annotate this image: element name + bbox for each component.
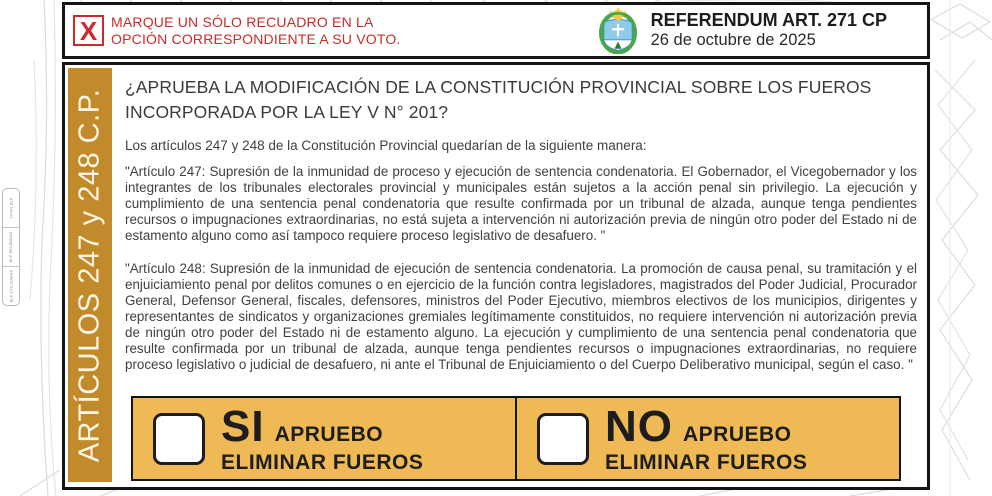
referendum-question: ¿APRUEBA LA MODIFICACIÓN DE LA CONSTITUCIÓN PROVINCIAL SOBRE LOS FUEROS INCORPORADA POR LA LEY V N° 201?: [125, 77, 872, 122]
no-option-text: [605, 401, 808, 474]
instruction-text: [111, 14, 401, 47]
header-box: [62, 2, 930, 59]
stub-row-label: BLP UTILIZADAS: [8, 269, 14, 303]
referendum-heading: [595, 8, 887, 54]
articles-side-rail: [68, 68, 112, 482]
x-mark-glyph: X: [79, 15, 98, 46]
instruction-line2: OPCIÓN CORRESPONDIENTE A SU VOTO.: [111, 30, 401, 47]
referendum-title: REFERENDUM ART. 271 CP: [650, 10, 887, 31]
article-248-text: "Artículo 248: Supresión de la inmunidad de ejecución de sentencia condenatoria. La promoción de causa penal, su tramitación y el enjuiciamiento penal por delitos comunes o en ejercicio de la función contra legisladores, magistrados del Poder Judicial, Procurador General, Defensor General, fiscales, defensores, ministros del Poder Ejecutivo, miembros electivos de los municipios, dirigentes y representantes de sindicatos y organizaciones gremiales legítimamente constituidos, no requiere intervención ni autorización previa de ningún otro poder del Estado ni de estamento alguno. La ejecución y cumplimiento de una sentencia penal condenatoria que resulte confirmada por un tribunal de alzada, aunque tenga pendientes recursos o impugnaciones extraordinarias, no requiere proceso legislativo o judicial de desafuero, ni ante el Tribunal de Enjuiciamiento o del Cuerpo Deliberativo municipal, según el caso. ": [125, 260, 917, 372]
ballot-stub-table: [2, 188, 20, 306]
instruction-line1: MARQUE UN SÓLO RECUADRO EN LA: [111, 13, 374, 30]
si-word: SI: [221, 401, 265, 451]
option-no[interactable]: [515, 398, 899, 479]
ballot-main-box: [62, 62, 930, 490]
ballot-content: [125, 75, 917, 390]
no-word: NO: [605, 401, 673, 451]
option-si[interactable]: [133, 398, 515, 479]
articles-intro: Los artículos 247 y 248 de la Constitución Provincial quedarían de la siguiente manera:: [125, 137, 647, 153]
stub-row: [3, 189, 19, 228]
stub-row: [3, 228, 19, 267]
vote-options-band: [131, 396, 901, 481]
stub-row-label: TOTAL BLP: [8, 197, 14, 219]
si-suffix: APRUEBO: [274, 422, 384, 446]
stub-row: [3, 267, 19, 305]
referendum-text: [651, 11, 887, 50]
no-checkbox[interactable]: [537, 413, 589, 465]
side-rail-label: ARTÍCULOS 247 y 248 C.P.: [73, 88, 106, 462]
x-mark-example-icon: [73, 15, 104, 46]
marking-instruction: [73, 14, 401, 47]
si-checkbox[interactable]: [153, 413, 205, 465]
stub-row-label: BLP RECIBIDAS: [8, 231, 14, 263]
no-suffix: APRUEBO: [683, 422, 792, 446]
province-coat-of-arms-icon: [595, 8, 641, 54]
si-option-text: [221, 401, 424, 474]
article-247-text: "Artículo 247: Supresión de la inmunidad de proceso y ejecución de sentencia condenatoria. El Gobernador, el Vicegobernador y los integrantes de los tribunales electorales provincial y municipales están sujetos a la acción penal sin privilegio. La ejecución y cumplimiento de una sentencia penal condenatoria que resulte confirmada por un tribunal de alzada, aunque tenga pendientes recursos o impugnaciones extraordinarias, no está sujeta a intervención ni autorización previa de ningún otro poder del Estado ni de estamento alguno como así tampoco requiere proceso legislativo de desafuero. ": [125, 163, 917, 243]
no-line2: ELIMINAR FUEROS: [605, 450, 808, 474]
referendum-date: 26 de octubre de 2025: [650, 30, 816, 49]
si-line2: ELIMINAR FUEROS: [221, 450, 424, 474]
